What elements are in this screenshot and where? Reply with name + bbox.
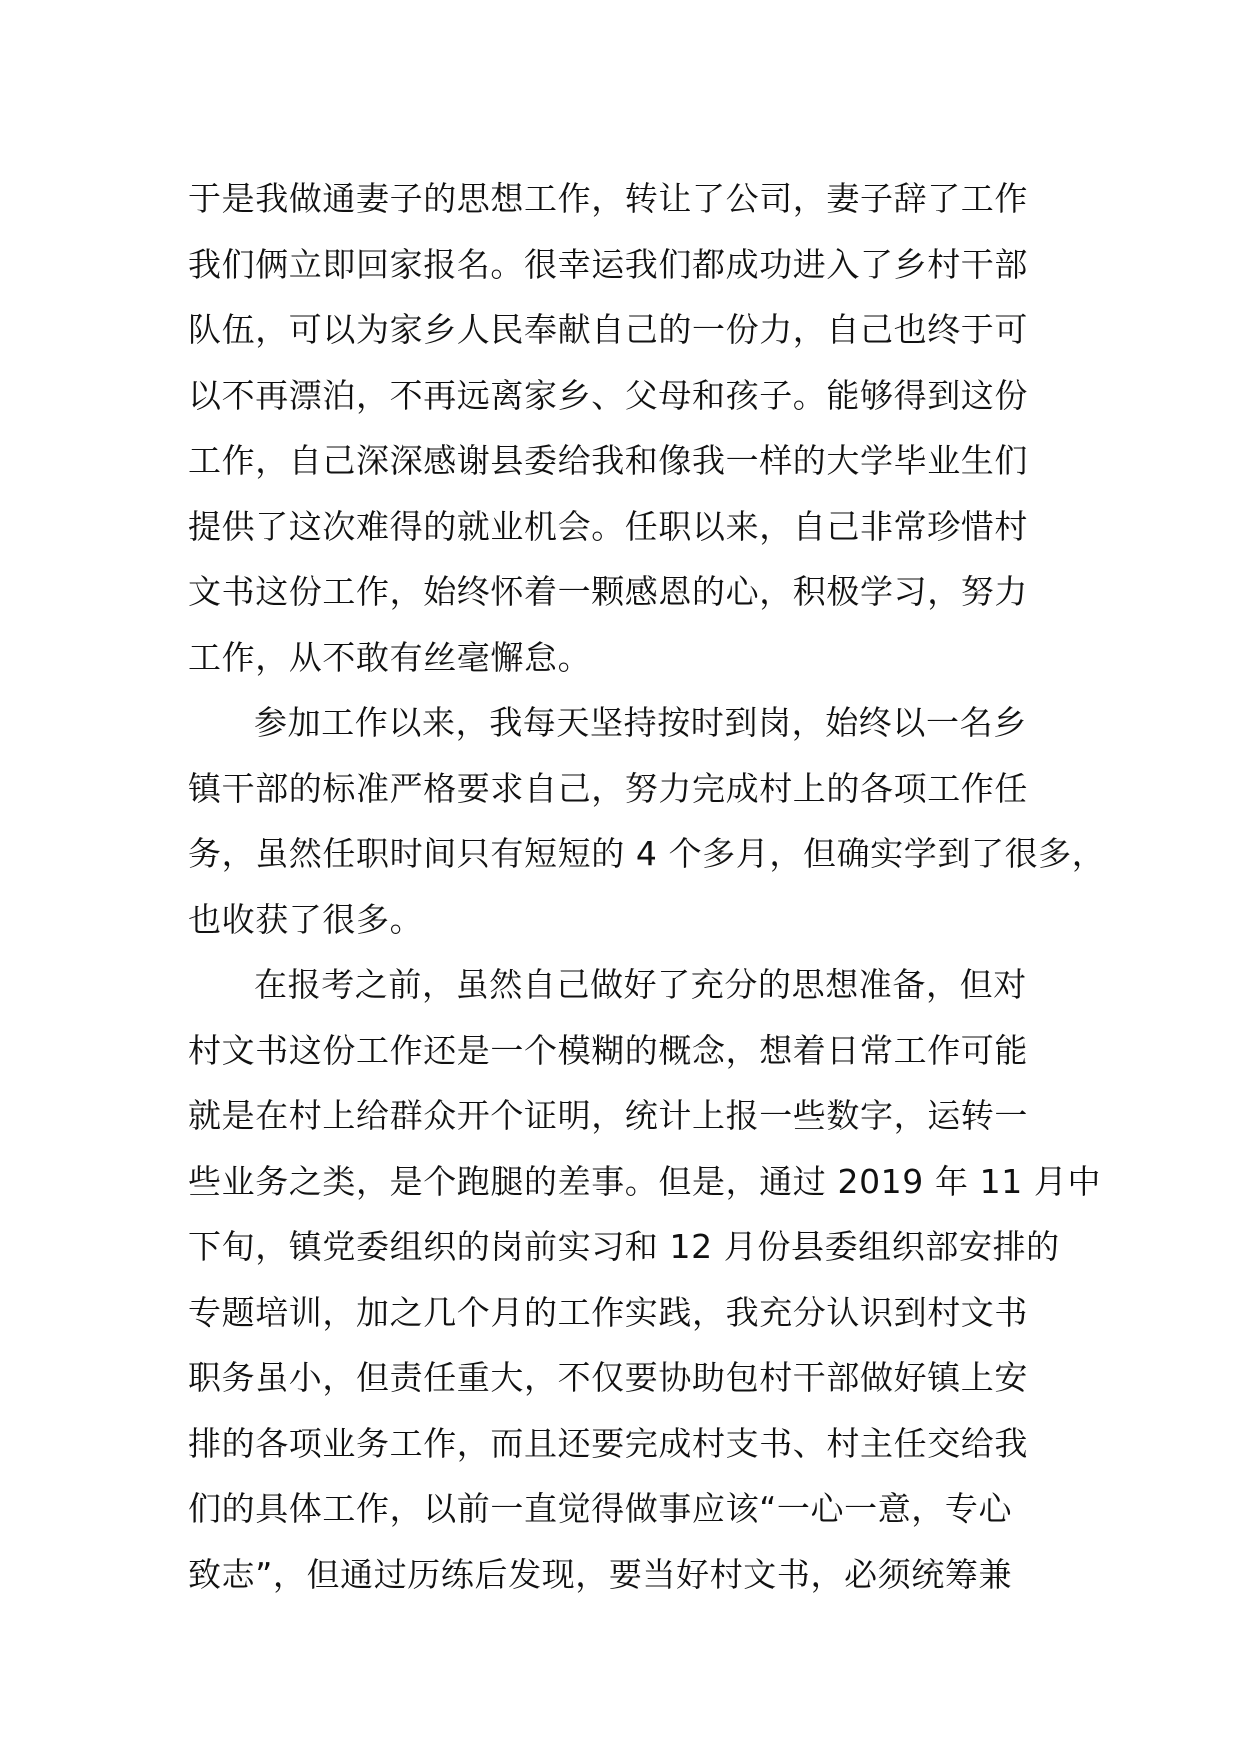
text-line: 文书这份工作，始终怀着一颗感恩的心，积极学习，努力 — [188, 572, 1028, 611]
text-line: 村文书这份工作还是一个模糊的概念，想着日常工作可能 — [188, 1030, 1028, 1070]
text-line: 以不再漂泊，不再远离家乡、父母和孩子。能够得到这份 — [188, 375, 1028, 415]
text-line: 务，虽然任职时间只有短短的 4 个多月，但确实学到了很多， — [188, 834, 1106, 873]
text-line: 工作，从不敢有丝毫懈怠。 — [188, 637, 592, 677]
text-line: 致志”，但通过历练后发现，要当好村文书，必须统筹兼 — [188, 1554, 1013, 1594]
paragraph-start-line: 在报考之前，虽然自己做好了充分的思想准备，但对 — [254, 965, 1027, 1004]
text-line: 们的具体工作，以前一直觉得做事应该“一心一意，专心 — [188, 1489, 1013, 1528]
text-line: 下旬，镇党委组织的岗前实习和 12 月份县委组织部安排的 — [188, 1227, 1060, 1266]
text-line: 于是我做通妻子的思想工作，转让了公司，妻子辞了工作 — [188, 179, 1028, 218]
text-line: 工作，自己深深感谢县委给我和像我一样的大学毕业生们 — [188, 441, 1028, 480]
text-line: 职务虽小，但责任重大，不仅要协助包村干部做好镇上安 — [188, 1358, 1028, 1397]
text-line: 排的各项业务工作，而且还要完成村支书、村主任交给我 — [188, 1423, 1028, 1463]
text-line: 我们俩立即回家报名。很幸运我们都成功进入了乡村干部 — [188, 244, 1028, 284]
text-line: 提供了这次难得的就业机会。任职以来，自己非常珍惜村 — [188, 506, 1028, 546]
document-body — [188, 166, 1106, 1607]
text-line: 队伍，可以为家乡人民奉献自己的一份力，自己也终于可 — [188, 310, 1028, 349]
text-line: 也收获了很多。 — [188, 899, 424, 939]
text-line: 些业务之类，是个跑腿的差事。但是，通过 2019 年 11 月中 — [188, 1161, 1102, 1201]
text-line: 就是在村上给群众开个证明，统计上报一些数字，运转一 — [188, 1096, 1028, 1135]
text-line: 镇干部的标准严格要求自己，努力完成村上的各项工作任 — [188, 768, 1028, 808]
text-line: 专题培训，加之几个月的工作实践，我充分认识到村文书 — [188, 1292, 1028, 1332]
paragraph-start-line: 参加工作以来，我每天坚持按时到岗，始终以一名乡 — [254, 703, 1027, 742]
